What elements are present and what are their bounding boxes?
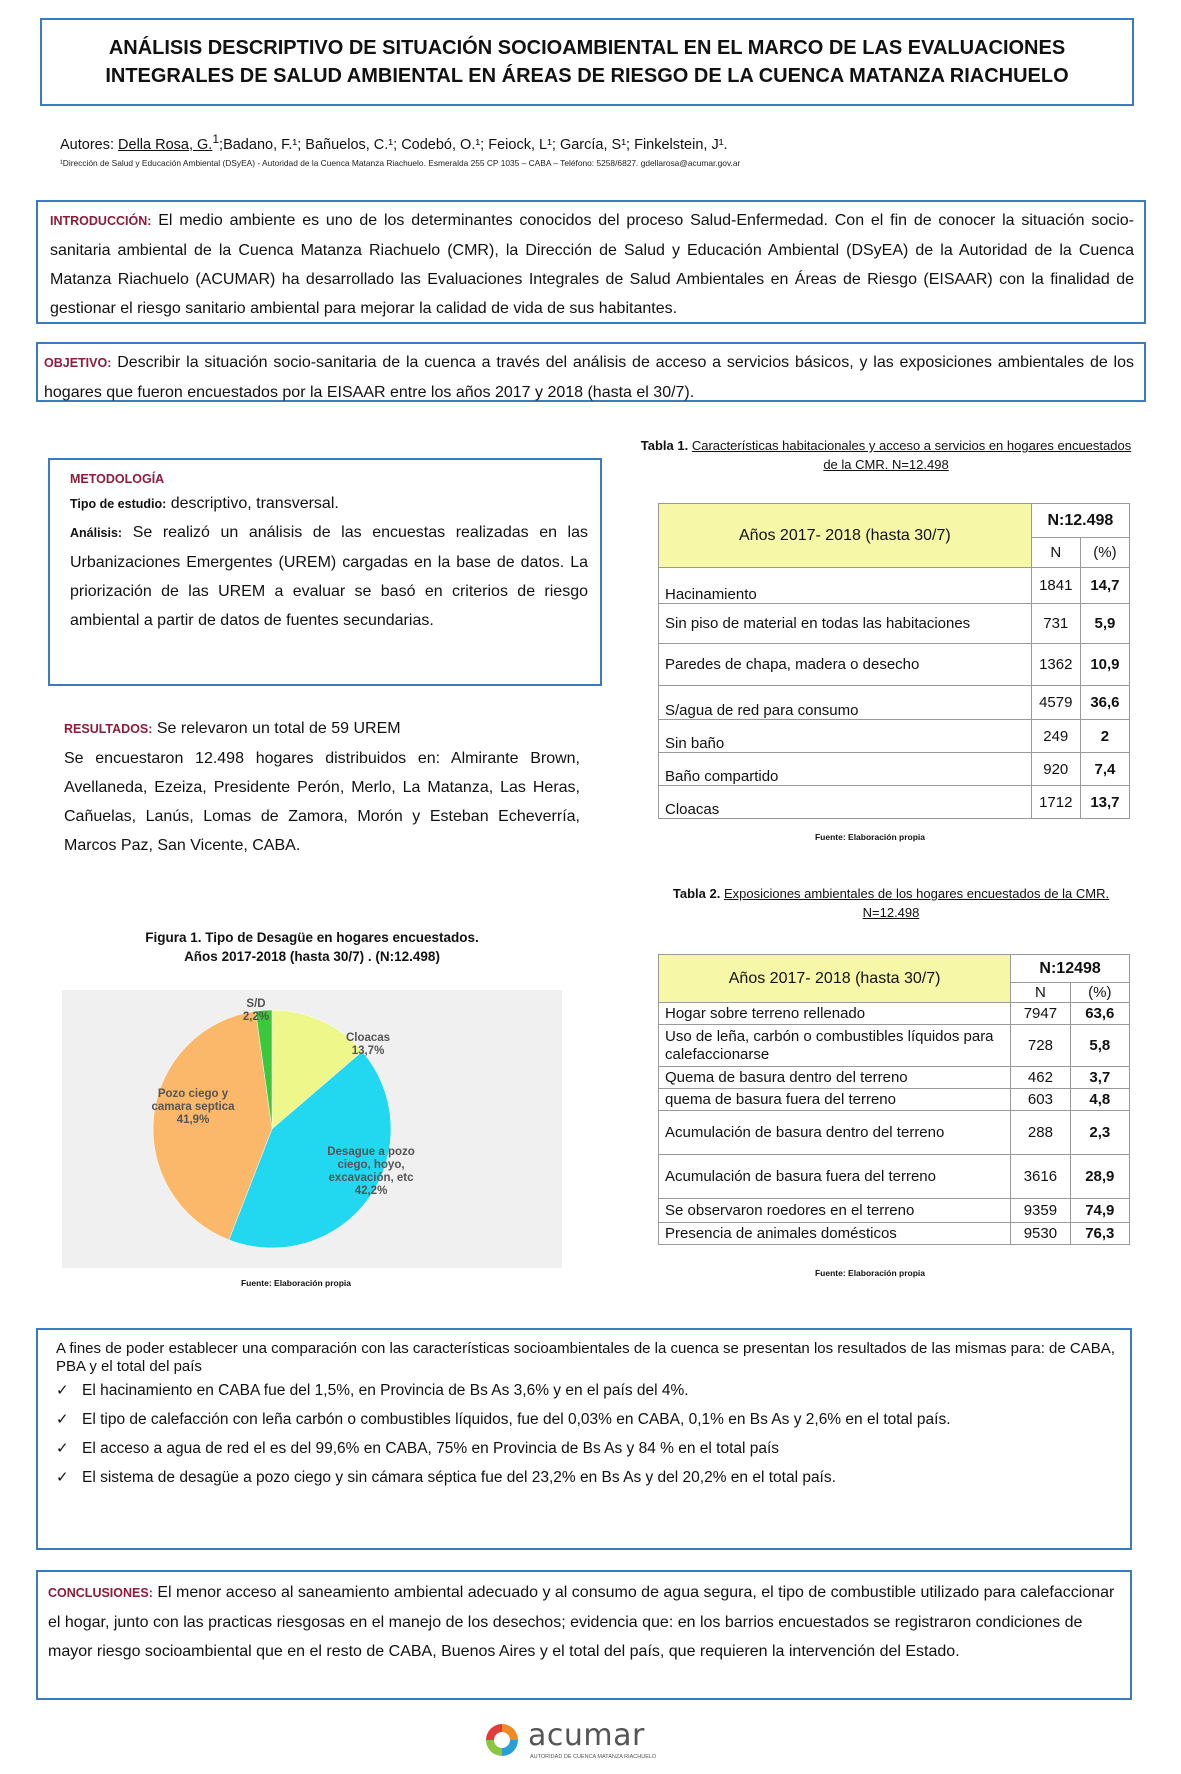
acumar-logo-icon — [480, 1720, 524, 1760]
table1-row-n: 731 — [1031, 604, 1080, 644]
table2-body — [659, 1003, 1130, 1245]
table2-row-label: Hogar sobre terreno rellenado — [659, 1003, 1011, 1025]
table-row — [659, 1155, 1130, 1199]
table2-caption — [650, 884, 1132, 922]
table1-period-header: Años 2017- 2018 (hasta 30/7) — [659, 504, 1032, 568]
results-label: RESULTADOS: — [64, 722, 153, 736]
results-text-1: Se relevaron un total de 59 UREM — [156, 720, 401, 737]
table2-row-label: Quema de basura dentro del terreno — [659, 1067, 1011, 1089]
table2-row-n: 9530 — [1011, 1223, 1070, 1245]
list-item — [56, 1434, 1120, 1463]
authors — [60, 132, 728, 153]
table1-row-n: 920 — [1031, 753, 1080, 786]
table2-row-label: Acumulación de basura dentro del terreno — [659, 1111, 1011, 1155]
table-row — [659, 1111, 1130, 1155]
slice-label-text: Cloacas — [345, 1032, 391, 1044]
table-row — [659, 720, 1130, 753]
table-row — [659, 604, 1130, 644]
table1-n-header: N — [1031, 538, 1080, 568]
introduction-label: INTRODUCCIÓN: — [50, 214, 152, 228]
comparison-intro: A fines de poder establecer una comparación con las características socioambientales de la cuenca se presentan los resultados de las mismas para: de CABA, PBA y el total del país — [56, 1340, 1115, 1375]
table1-row-label: Sin baño — [659, 720, 1032, 753]
table-row — [659, 1223, 1130, 1245]
slice-label-text: Pozo ciego y camara septica — [151, 1088, 235, 1113]
table1-row-pct: 14,7 — [1080, 568, 1129, 604]
introduction-paragraph — [50, 206, 1134, 323]
comparison-list — [56, 1376, 1120, 1492]
study-type-text: descriptivo, transversal. — [170, 495, 339, 512]
table2-row-pct: 76,3 — [1070, 1223, 1129, 1245]
table2-row-pct: 4,8 — [1070, 1089, 1129, 1111]
table-row — [659, 1067, 1130, 1089]
slice-label-text: S/D — [246, 998, 266, 1010]
conclusions-box — [36, 1570, 1132, 1700]
table1-row-n: 4579 — [1031, 686, 1080, 720]
authors-prefix: Autores: — [60, 136, 119, 153]
table1-row-label: S/agua de red para consumo — [659, 686, 1032, 720]
first-author-sup: 1 — [212, 132, 220, 146]
acumar-logo — [480, 1720, 670, 1764]
table2-caption-bold: Tabla 2. — [672, 886, 721, 901]
table2-row-label: Uso de leña, carbón o combustibles líquidos para calefaccionarse — [659, 1025, 1011, 1067]
table-row — [659, 1003, 1130, 1025]
table1-row-pct: 5,9 — [1080, 604, 1129, 644]
check-icon: ✓ — [56, 1382, 69, 1399]
table1-row-n: 249 — [1031, 720, 1080, 753]
slice-label-value: 13,7% — [351, 1045, 385, 1057]
table1-row-n: 1362 — [1031, 644, 1080, 686]
table1-row-label: Baño compartido — [659, 753, 1032, 786]
table1-row-n: 1712 — [1031, 786, 1080, 819]
table2-row-label: Se observaron roedores en el terreno — [659, 1199, 1011, 1223]
methodology-label: METODOLOGÍA — [70, 472, 165, 486]
table2-row-n: 3616 — [1011, 1155, 1070, 1199]
analysis-text: Se realizó un análisis de las encuestas realizadas en las Urbanizaciones Emergentes (UREM) cargadas en la base de datos. La priorización de las UREM a evaluar se basó en criterios de riesgo ambiental a partir de datos de fuentes secundarias. — [70, 524, 589, 629]
table-row — [659, 644, 1130, 686]
table1-body — [659, 568, 1130, 819]
figure1-caption-line-1: Figura 1. Tipo de Desagüe en hogares encuestados. — [145, 930, 479, 945]
table1-row-n: 1841 — [1031, 568, 1080, 604]
list-item — [56, 1405, 1120, 1434]
table1-row-label: Sin piso de material en todas las habitaciones — [659, 604, 1032, 644]
introduction-box — [36, 200, 1146, 324]
slice-label-desague — [326, 1146, 416, 1198]
pie-chart — [62, 990, 562, 1268]
title-line-1: ANÁLISIS DESCRIPTIVO DE SITUACIÓN SOCIOAMBIENTAL EN EL MARCO DE LAS EVALUACIONES — [108, 37, 1066, 59]
comparison-box — [36, 1328, 1132, 1550]
table2-total-header: N:12498 — [1011, 955, 1130, 983]
conclusions-label: CONCLUSIONES: — [48, 1586, 153, 1600]
table2-row-label: Presencia de animales domésticos — [659, 1223, 1011, 1245]
methodology-box — [48, 458, 602, 686]
results-line-1 — [64, 714, 580, 744]
table1-caption-bold: Tabla 1. — [640, 438, 689, 453]
objective-text: Describir la situación socio-sanitaria de la cuenca a través del análisis de acceso a servicios básicos, y las exposiciones ambientales de los hogares que fueron encuestados por la EISAAR entre los años 2017 y 2018 (hasta el 30/7). — [44, 354, 1135, 401]
objective-paragraph — [44, 348, 1134, 407]
table2-row-label: quema de basura fuera del terreno — [659, 1089, 1011, 1111]
table2-row-label: Acumulación de basura fuera del terreno — [659, 1155, 1011, 1199]
acumar-logo-name: acumar — [528, 1718, 645, 1753]
table2 — [658, 954, 1130, 1245]
table1-total-header: N:12.498 — [1031, 504, 1129, 538]
table1-row-pct: 10,9 — [1080, 644, 1129, 686]
table2-caption-text: Exposiciones ambientales de los hogares encuestados de la CMR. N=12.498 — [723, 886, 1110, 920]
other-authors: ;Badano, F.¹; Bañuelos, C.¹; Codebó, O.¹; Feiock, L¹; García, S¹; Finkelstein, J¹. — [219, 136, 728, 153]
figure1-caption — [62, 928, 562, 966]
table2-source: Fuente: Elaboración propia — [814, 1268, 926, 1278]
list-item — [56, 1376, 1120, 1405]
table1-row-label: Hacinamiento — [659, 568, 1032, 604]
table-row — [659, 1199, 1130, 1223]
comparison-item-text: El hacinamiento en CABA fue del 1,5%, en Provincia de Bs As 3,6% y en el país del 4%. — [82, 1382, 689, 1399]
study-type-label: Tipo de estudio: — [70, 497, 167, 511]
table2-row-n: 288 — [1011, 1111, 1070, 1155]
results-section — [64, 714, 580, 860]
conclusions-text: El menor acceso al saneamiento ambiental adecuado y al consumo de agua segura, el tipo de combustible utilizado para calefaccionar el hogar, junto con las practicas riesgosas en el manejo de los desechos; evidencia que: en los barrios encuestados se registraron condiciones de mayor riesgo socioambiental que en el resto de CABA, Buenos Aires y el total del país, que requieren la intervención del Estado. — [48, 1584, 1115, 1660]
table2-row-n: 7947 — [1011, 1003, 1070, 1025]
table2-period-header: Años 2017- 2018 (hasta 30/7) — [659, 955, 1011, 1003]
table2-row-pct: 5,8 — [1070, 1025, 1129, 1067]
table1-row-pct: 7,4 — [1080, 753, 1129, 786]
slice-label-sd — [236, 998, 276, 1024]
study-type — [70, 490, 588, 518]
check-icon: ✓ — [56, 1411, 69, 1428]
table1-caption — [636, 436, 1136, 474]
table2-row-n: 462 — [1011, 1067, 1070, 1089]
objective-label: OBJETIVO: — [44, 356, 112, 370]
analysis-paragraph — [70, 518, 588, 635]
acumar-logo-tagline: AUTORIDAD DE CUENCA MATANZA RIACHUELO — [530, 1754, 657, 1760]
table2-row-n: 728 — [1011, 1025, 1070, 1067]
slice-label-value: 2,2% — [242, 1011, 270, 1023]
title-box — [40, 18, 1134, 106]
table2-row-pct: 63,6 — [1070, 1003, 1129, 1025]
table-row — [659, 786, 1130, 819]
table-row — [659, 1089, 1130, 1111]
table-row — [659, 1025, 1130, 1067]
table2-n-header: N — [1011, 983, 1070, 1003]
table2-pct-header: (%) — [1070, 983, 1129, 1003]
table1-row-pct: 13,7 — [1080, 786, 1129, 819]
slice-label-text: Desague a pozo ciego, hoyo, excavación, etc — [327, 1146, 415, 1184]
table-row — [659, 568, 1130, 604]
table-row — [659, 753, 1130, 786]
comparison-item-text: El sistema de desagüe a pozo ciego y sin cámara séptica fue del 23,2% en Bs As y del 20,2% en el total país. — [82, 1469, 836, 1486]
pie-chart-area — [62, 990, 562, 1268]
objective-box — [36, 342, 1146, 402]
slice-label-value: 41,9% — [176, 1114, 210, 1126]
table1-row-label: Cloacas — [659, 786, 1032, 819]
table2-row-pct: 74,9 — [1070, 1199, 1129, 1223]
table1-row-pct: 36,6 — [1080, 686, 1129, 720]
results-text-2: Se encuestaron 12.498 hogares distribuidos en: Almirante Brown, Avellaneda, Ezeiza, Presidente Perón, Merlo, La Matanza, Las Heras, Cañuelas, Lanús, Lomas de Zamora, Morón y Esteban Echeverría, Marcos Paz, San Vicente, CABA. — [64, 750, 580, 854]
slice-label-value: 42,2% — [354, 1185, 388, 1197]
first-author: Della Rosa, G. — [118, 136, 213, 153]
analysis-label: Análisis: — [70, 526, 123, 540]
check-icon: ✓ — [56, 1469, 69, 1486]
table1-source: Fuente: Elaboración propia — [814, 832, 926, 842]
table1-pct-header: (%) — [1080, 538, 1129, 568]
table2-row-pct: 2,3 — [1070, 1111, 1129, 1155]
slice-label-pozo-ciego — [138, 1088, 248, 1127]
list-item — [56, 1463, 1120, 1492]
table-row — [659, 686, 1130, 720]
affiliation: ¹Dirección de Salud y Educación Ambiental (DSyEA) - Autoridad de la Cuenca Matanza Riachuelo. Esmeralda 255 CP 1035 – CABA – Teléfono: 5258/6827. gdellarosa@acumar.gov.ar — [60, 158, 741, 168]
comparison-item-text: El acceso a agua de red el es del 99,6% en CABA, 75% en Provincia de Bs As y 84 % en el total país — [82, 1440, 780, 1457]
figure1-caption-line-2: Años 2017-2018 (hasta 30/7) . (N:12.498) — [184, 949, 440, 964]
slice-label-cloacas — [328, 1032, 408, 1058]
table2-row-n: 9359 — [1011, 1199, 1070, 1223]
table1-row-pct: 2 — [1080, 720, 1129, 753]
table2-row-pct: 3,7 — [1070, 1067, 1129, 1089]
table1 — [658, 503, 1130, 819]
title-line-2: INTEGRALES DE SALUD AMBIENTAL EN ÁREAS DE RIESGO DE LA CUENCA MATANZA RIACHUELO — [105, 65, 1069, 87]
table1-caption-text: Características habitacionales y acceso a servicios en hogares encuestados de la CMR. N=12.498 — [691, 438, 1132, 472]
figure1-source: Fuente: Elaboración propia — [240, 1278, 352, 1288]
check-icon: ✓ — [56, 1440, 69, 1457]
conclusions-paragraph — [48, 1578, 1120, 1666]
table2-row-n: 603 — [1011, 1089, 1070, 1111]
comparison-item-text: El tipo de calefacción con leña carbón o combustibles líquidos, fue del 0,03% en CABA, 0,1% en Bs As y 2,6% en el total país. — [82, 1411, 951, 1428]
table2-row-pct: 28,9 — [1070, 1155, 1129, 1199]
table1-row-label: Paredes de chapa, madera o desecho — [659, 644, 1032, 686]
introduction-text: El medio ambiente es uno de los determinantes conocidos del proceso Salud-Enfermedad. Con el fin de conocer la situación socio-sanitaria ambiental de la Cuenca Matanza Riachuelo (CMR), la Dirección de Salud y Educación Ambiental (DSyEA) de la Autoridad de la Cuenca Matanza Riachuelo (ACUMAR) ha desarrollado las Evaluaciones Integrales de Salud Ambientales en Áreas de Riesgo (EISAAR) con la finalidad de gestionar el riesgo sanitario ambiental para mejorar la calidad de vida de sus habitantes. — [50, 212, 1134, 317]
